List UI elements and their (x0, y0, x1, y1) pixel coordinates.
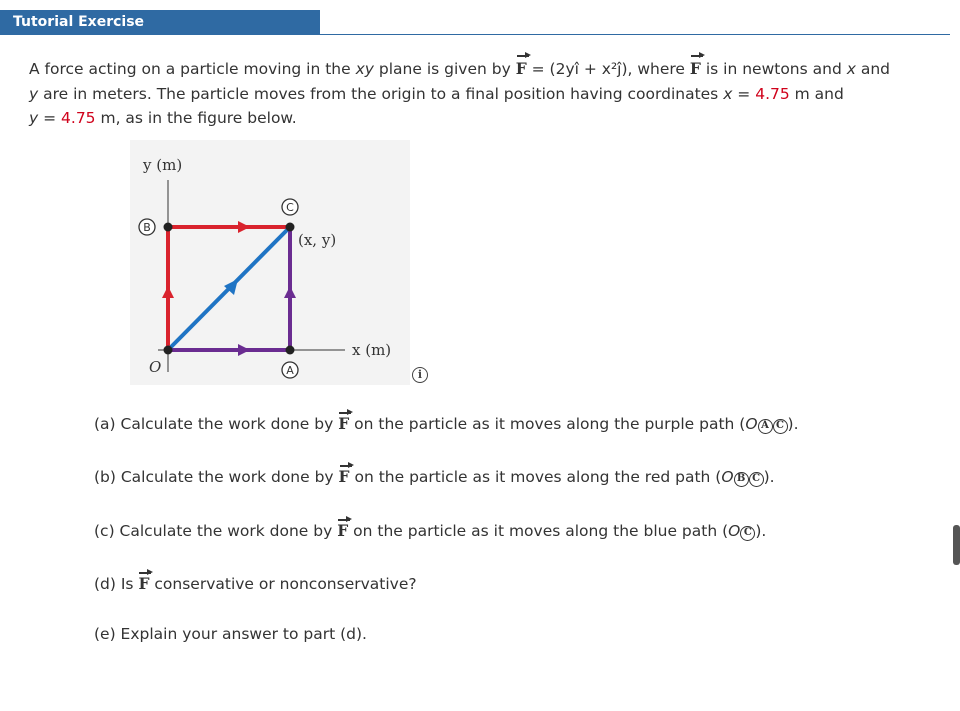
origin-label: O (149, 358, 162, 376)
intro-text: = (38, 109, 62, 127)
path-start-o: O (721, 468, 734, 486)
var-xy: xy (355, 60, 374, 78)
marker-b-icon: B (734, 472, 749, 487)
scrollbar-thumb[interactable] (953, 525, 960, 565)
question-b (94, 467, 775, 487)
intro-text: is in newtons and (700, 60, 847, 78)
force-vector-symbol: F (338, 467, 350, 486)
intro-text: plane is given by (373, 60, 516, 78)
point-a (286, 346, 295, 355)
var-y: y (29, 109, 39, 127)
intro-text: A force acting on a particle moving in the (29, 60, 356, 78)
y-value: 4.75 (61, 109, 96, 127)
point-label: (x, y) (298, 231, 337, 249)
intro-text: are in meters. The particle moves from the origin to a final position having coordinates (38, 84, 724, 103)
y-axis-label: y (m) (143, 156, 183, 174)
force-vector-symbol: F (138, 574, 150, 593)
x-axis-label: x (m) (352, 341, 392, 359)
intro-line-2 (29, 82, 954, 107)
question-text: conservative or nonconservative? (149, 575, 417, 593)
force-expression: = (2yî + x²ĵ), where (526, 60, 690, 78)
marker-a (282, 362, 298, 378)
marker-c-icon: C (749, 472, 764, 487)
question-text: (a) Calculate the work done by (94, 415, 339, 433)
marker-b-label: B (143, 221, 151, 234)
point-c (286, 223, 295, 232)
force-vector-symbol: F (690, 57, 701, 82)
var-y: y (29, 84, 39, 103)
question-text: (e) Explain your answer to part (d). (94, 625, 367, 643)
question-text: (d) Is (94, 575, 139, 593)
marker-b (139, 219, 155, 235)
x-value: 4.75 (755, 84, 790, 103)
marker-a-icon: A (758, 419, 773, 434)
section-header (0, 10, 320, 34)
question-text: ). (755, 522, 767, 540)
intro-text: m, as in the figure below. (95, 109, 297, 127)
section-title: Tutorial Exercise (13, 14, 145, 30)
question-d (94, 574, 417, 593)
intro-text: and (855, 60, 891, 78)
path-start-o: O (745, 415, 758, 433)
path-diagram (130, 140, 410, 385)
question-text: ). (787, 415, 799, 433)
intro-line-3 (29, 106, 954, 131)
point-b (164, 223, 173, 232)
intro-line-1 (29, 57, 954, 82)
question-text: (c) Calculate the work done by (94, 522, 338, 540)
marker-a-label: A (286, 364, 294, 377)
marker-c (282, 199, 298, 215)
header-divider (0, 34, 950, 35)
info-icon[interactable]: i (412, 367, 428, 383)
question-text: ). (763, 468, 775, 486)
question-e (94, 625, 367, 643)
marker-c-icon: C (740, 526, 755, 541)
var-x: x (723, 84, 733, 103)
problem-statement (29, 57, 954, 131)
path-start-o: O (728, 522, 741, 540)
var-x: x (846, 60, 856, 78)
origin-point (164, 346, 173, 355)
marker-c-icon: C (773, 419, 788, 434)
force-vector-symbol: F (337, 521, 349, 540)
question-c (94, 521, 766, 541)
intro-text: = (732, 84, 756, 103)
marker-c-label: C (286, 201, 294, 214)
question-text: on the particle as it moves along the red path ( (349, 468, 722, 486)
force-vector-symbol: F (338, 414, 350, 433)
question-a (94, 414, 799, 434)
question-text: on the particle as it moves along the blue path ( (348, 522, 729, 540)
question-text: on the particle as it moves along the purple path ( (349, 415, 746, 433)
question-text: (b) Calculate the work done by (94, 468, 339, 486)
path-figure (130, 140, 410, 385)
intro-text: m and (789, 84, 844, 103)
force-vector-symbol: F (516, 57, 527, 82)
